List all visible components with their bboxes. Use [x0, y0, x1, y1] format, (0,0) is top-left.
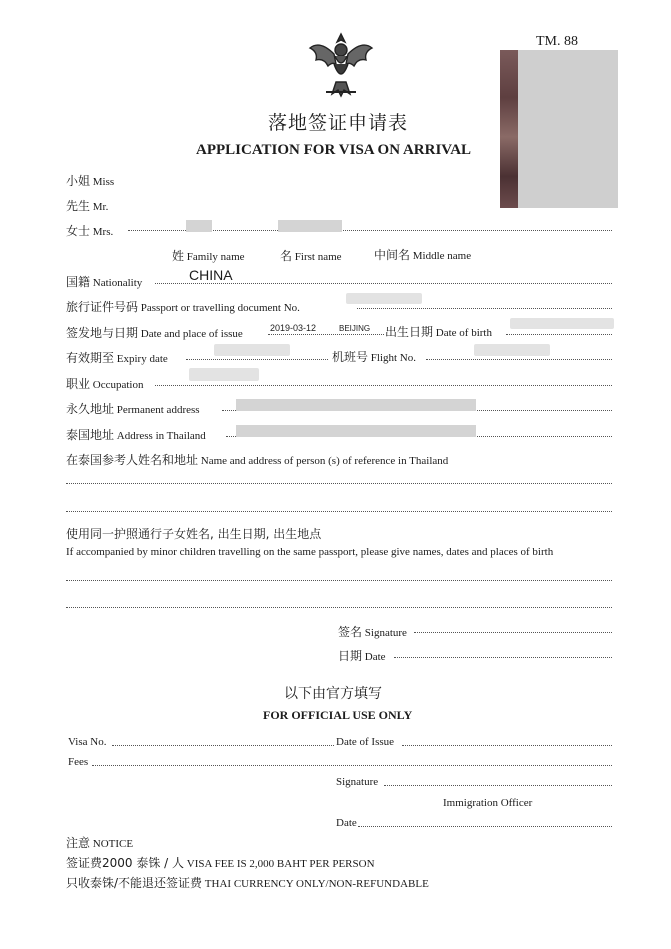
official-signature-line[interactable]: [384, 785, 612, 786]
first-name-col: [280, 247, 342, 264]
garuda-emblem: [306, 30, 376, 100]
family-cn: 姓: [172, 249, 185, 263]
signature-label: [338, 623, 407, 640]
passport-en: Passport or travelling document No.: [140, 302, 300, 314]
miss-cn: 小姐: [66, 174, 91, 188]
occupation-cn: 职业: [66, 377, 91, 391]
thai-address-redaction: [236, 425, 476, 437]
miss-row: [66, 172, 114, 189]
nationality-label: [66, 273, 142, 290]
nationality-line[interactable]: [155, 283, 612, 284]
mr-cn: 先生: [66, 199, 91, 213]
middle-name-col: [374, 246, 471, 263]
issue-label: [66, 324, 243, 341]
birth-en: Date of birth: [435, 327, 492, 339]
permanent-address-redaction: [236, 399, 476, 411]
children-line-2[interactable]: [66, 607, 612, 608]
mr-en: Mr.: [92, 201, 109, 213]
date-of-issue-line[interactable]: [402, 745, 612, 746]
middle-cn: 中间名: [374, 248, 411, 262]
photo-redaction: [518, 50, 618, 208]
notice-title-cn: 注意: [66, 836, 91, 850]
signature-line[interactable]: [414, 632, 612, 633]
fees-line[interactable]: [92, 765, 612, 766]
visa-no-label: Visa No.: [68, 736, 107, 748]
official-title-en: FOR OFFICIAL USE ONLY: [263, 708, 413, 722]
expiry-date-redaction: [214, 344, 290, 356]
immigration-officer-label: Immigration Officer: [443, 797, 533, 809]
flight-number-redaction: [474, 344, 550, 356]
occupation-en: Occupation: [92, 379, 144, 391]
official-date-line[interactable]: [358, 826, 612, 827]
date-of-issue-label: Date of Issue: [336, 736, 395, 748]
flight-line[interactable]: [426, 359, 612, 360]
first-cn: 名: [280, 249, 293, 263]
reference-line-1[interactable]: [66, 483, 612, 484]
occupation-label: [66, 375, 143, 392]
passport-number-redaction: [346, 293, 422, 304]
issue-line[interactable]: [268, 334, 384, 335]
thai-address-cn: 泰国地址: [66, 428, 115, 442]
flight-cn: 机班号: [332, 350, 369, 364]
occupation-redaction: [189, 368, 259, 381]
date-line[interactable]: [394, 657, 612, 658]
thai-address-en: Address in Thailand: [116, 430, 206, 442]
issue-en: Date and place of issue: [140, 328, 243, 340]
notice-title: [66, 834, 133, 851]
notice-line-2-cn: 只收泰铢/不能退还签证费: [66, 876, 203, 890]
visa-no-line[interactable]: [112, 745, 334, 746]
official-date-label: Date: [336, 817, 357, 829]
signature-cn: 签名: [338, 625, 363, 639]
miss-en: Miss: [92, 176, 115, 188]
permanent-address-label: [66, 400, 200, 417]
notice-line-1: [66, 854, 375, 871]
children-label-cn: 使用同一护照通行子女姓名, 出生日期, 出生地点: [66, 527, 322, 541]
expiry-cn: 有效期至: [66, 351, 115, 365]
nationality-en: Nationality: [92, 277, 143, 289]
first-name-redaction: [278, 220, 342, 232]
nationality-value: CHINA: [189, 267, 233, 283]
notice-line-1-cn: 签证费2000 泰铢 / 人: [66, 856, 185, 870]
photo-edge: [500, 50, 518, 208]
title-en: APPLICATION FOR VISA ON ARRIVAL: [196, 142, 472, 158]
children-line-1[interactable]: [66, 580, 612, 581]
family-name-col: [172, 247, 245, 264]
form-code: TM. 88: [536, 34, 578, 49]
fees-label: Fees: [68, 756, 89, 768]
occupation-line[interactable]: [155, 385, 612, 386]
birth-line[interactable]: [506, 334, 612, 335]
reference-en: Name and address of person (s) of reference in Thailand: [200, 455, 449, 467]
notice-title-en: NOTICE: [92, 838, 134, 850]
expiry-line[interactable]: [186, 359, 328, 360]
notice-line-1-en: VISA FEE IS 2,000 BAHT PER PERSON: [186, 858, 375, 870]
reference-cn: 在泰国参考人姓名和地址: [66, 453, 199, 467]
notice-line-2-en: THAI CURRENCY ONLY/NON-REFUNDABLE: [204, 878, 429, 890]
children-label-en: If accompanied by minor children travelling on the same passport, please give names, dates and places of birth: [66, 546, 554, 558]
issue-cn: 签发地与日期: [66, 326, 139, 340]
expiry-label: [66, 349, 168, 366]
mrs-row: [66, 222, 113, 239]
permanent-address-cn: 永久地址: [66, 402, 115, 416]
family-en: Family name: [186, 251, 245, 263]
mr-row: [66, 197, 108, 214]
first-en: First name: [294, 251, 342, 263]
birth-label: [385, 323, 492, 340]
thai-address-label: [66, 426, 206, 443]
mrs-en: Mrs.: [92, 226, 114, 238]
flight-label: [332, 348, 416, 365]
nationality-cn: 国籍: [66, 275, 91, 289]
date-cn: 日期: [338, 649, 363, 663]
birth-date-redaction: [510, 318, 614, 329]
issue-date-value: 2019-03-12: [270, 323, 317, 333]
expiry-en: Expiry date: [116, 353, 168, 365]
middle-en: Middle name: [412, 250, 472, 262]
date-en: Date: [364, 651, 386, 663]
passport-cn: 旅行证件号码: [66, 300, 139, 314]
passport-line[interactable]: [357, 308, 612, 309]
title-cn: 落地签证申请表: [268, 112, 409, 134]
flight-en: Flight No.: [370, 352, 416, 364]
signature-en: Signature: [364, 627, 407, 639]
date-label: [338, 647, 386, 664]
notice-line-2: [66, 874, 429, 891]
official-title-cn: 以下由官方填写: [284, 686, 382, 702]
family-name-redaction: [186, 220, 212, 232]
mrs-cn: 女士: [66, 224, 91, 238]
official-signature-label: Signature: [336, 776, 379, 788]
permanent-address-en: Permanent address: [116, 404, 200, 416]
passport-label: [66, 298, 300, 315]
birth-cn: 出生日期: [385, 325, 434, 339]
issue-place-value: BEIJING: [339, 324, 371, 333]
reference-line-2[interactable]: [66, 511, 612, 512]
reference-label: [66, 451, 448, 468]
